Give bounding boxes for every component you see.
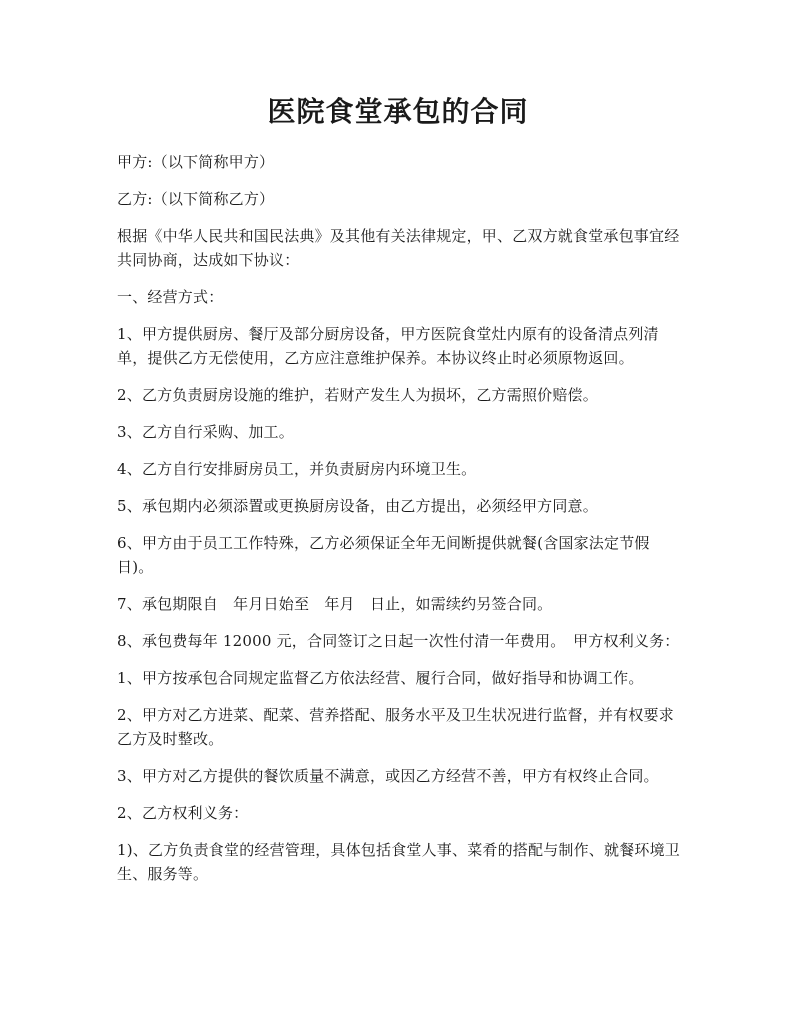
clause-2: 2、乙方负责厨房设施的维护，若财产发生人为损坏，乙方需照价赔偿。 [117,386,598,404]
clause-6: 6、甲方由于员工工作特殊，乙方必须保证全年无间断提供就餐(含国家法定节假日)。 [117,534,650,576]
clause-4: 4、乙方自行安排厨房员工，并负责厨房内环境卫生。 [117,460,477,478]
party-a-duty-2: 2、甲方对乙方进菜、配菜、营养搭配、服务水平及卫生状况进行监督，并有权要求乙方及时整改。 [117,706,674,748]
party-b-duty-1: 1)、乙方负责食堂的经营管理，具体包括食堂人事、菜肴的搭配与制作、就餐环境卫生、服务等。 [117,841,680,883]
party-a-duty-3: 3、甲方对乙方提供的餐饮质量不满意，或因乙方经营不善，甲方有权终止合同。 [117,767,659,785]
party-a-duty-1: 1、甲方按承包合同规定监督乙方依法经营、履行合同，做好指导和协调工作。 [117,669,644,687]
clause-7: 7、承包期限自 年月日始至 年月 日止，如需续约另签合同。 [117,595,553,613]
section-heading-operation: 一、经营方式： [117,288,224,306]
clause-5: 5、承包期内必须添置或更换厨房设备，由乙方提出，必须经甲方同意。 [117,497,598,515]
clause-3: 3、乙方自行采购、加工。 [117,423,294,441]
party-a-line: 甲方:（以下简称甲方） [117,153,275,171]
party-b-line: 乙方:（以下简称乙方） [117,190,275,208]
document-title: 医院食堂承包的合同 [267,95,529,128]
preamble-paragraph: 根据《中华人民共和国民法典》及其他有关法律规定，甲、乙双方就食堂承包事宜经共同协商，达成如下协议： [117,227,680,269]
clause-1: 1、甲方提供厨房、餐厅及部分厨房设备，甲方医院食堂灶内原有的设备清点列清单，提供乙方无偿使用，乙方应注意维护保养。本协议终止时必须原物返回。 [117,325,659,367]
clause-8: 8、承包费每年 12000 元，合同签订之日起一次性付清一年费用。 甲方权利义务： [117,632,680,650]
section-heading-party-b: 2、乙方权利义务： [117,804,249,822]
document-body [117,150,683,899]
